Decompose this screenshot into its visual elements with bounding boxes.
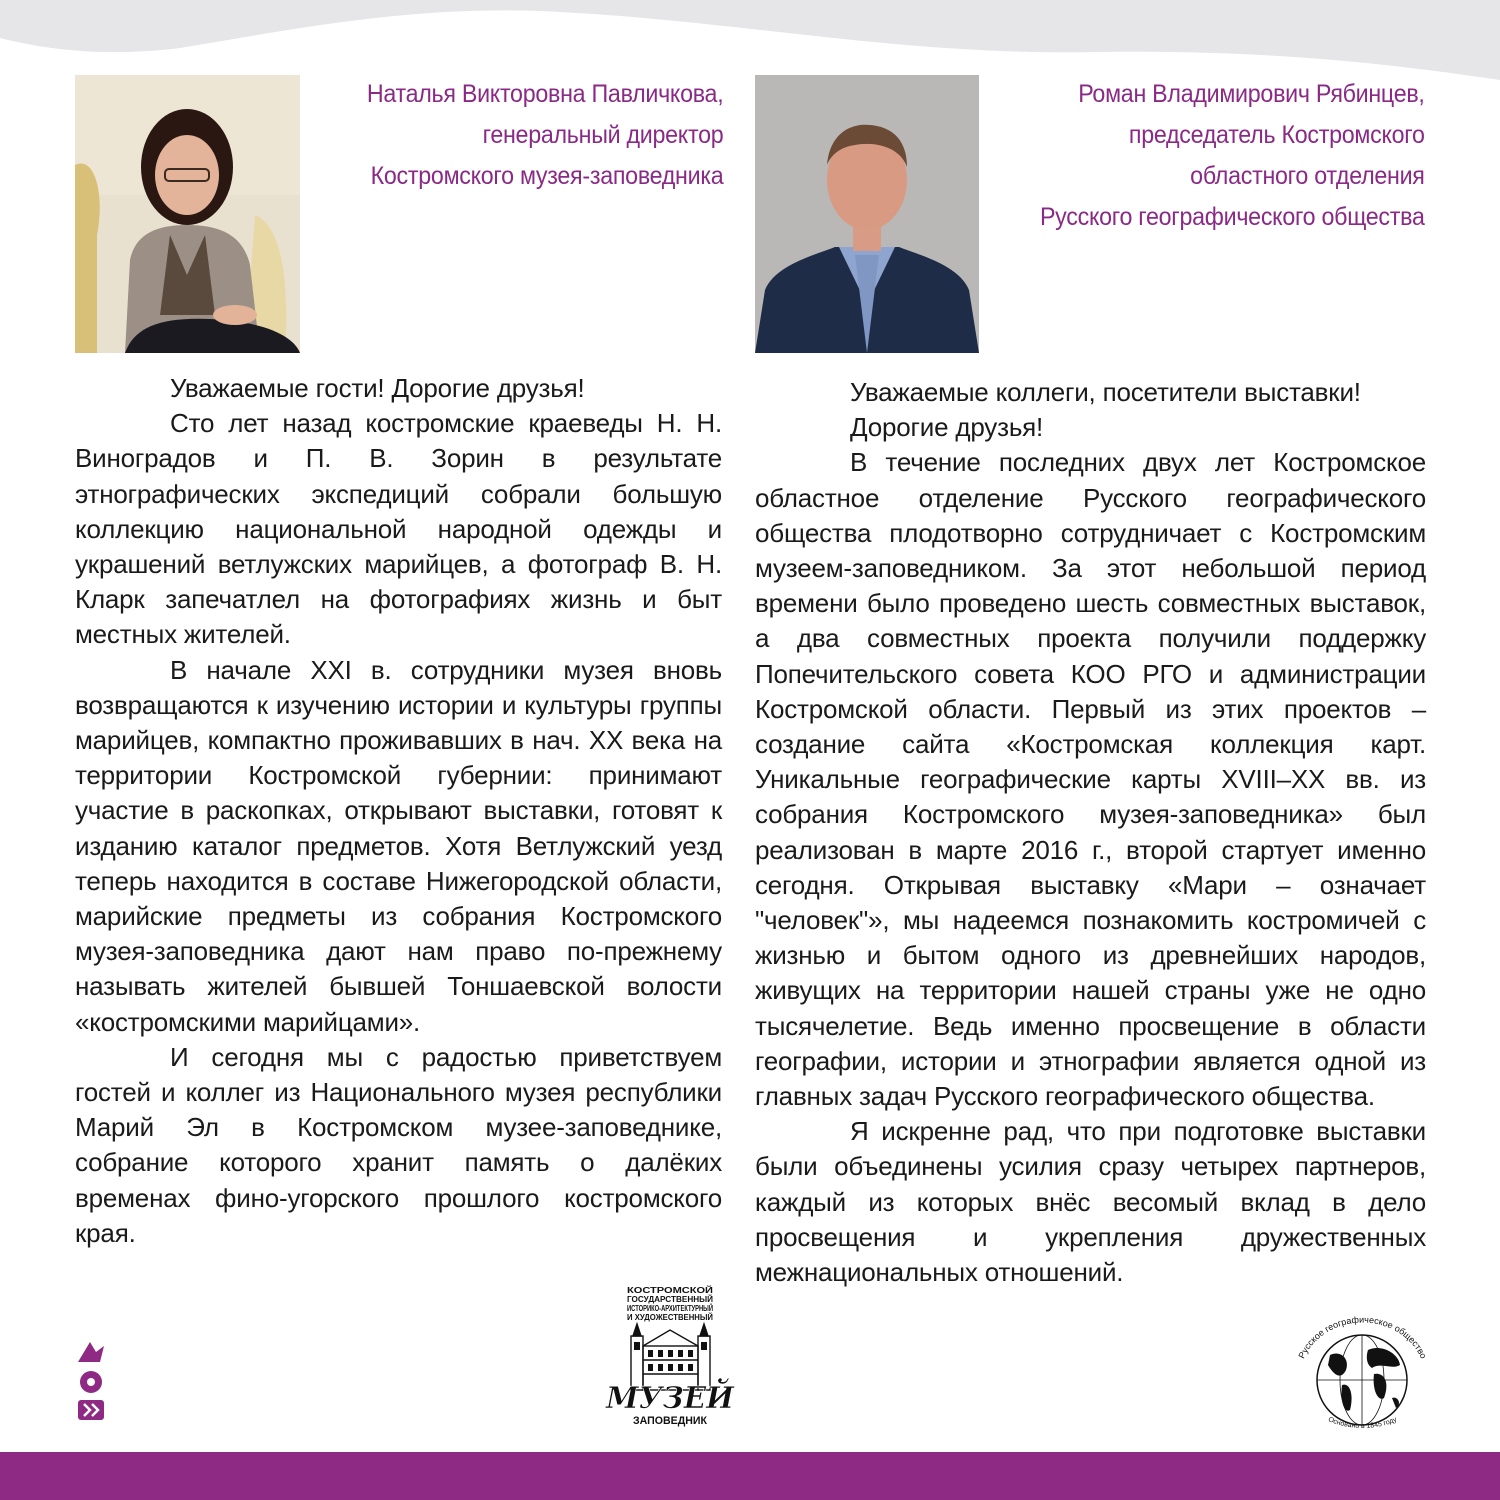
museum-logo-bottom: ЗАПОВЕДНИК (633, 1415, 708, 1427)
left-caption-line: Наталья Викторовна Павличкова, (366, 80, 723, 108)
museum-logo-line: ГОСУДАРСТВЕННЫЙ (627, 1295, 714, 1304)
museum-logo-line: И ХУДОЖЕСТВЕННЫЙ (627, 1313, 714, 1322)
left-paragraph: Сто лет назад костромские краеведы Н. Н. Виноградов и П. В. Зорин в результате этнографических экспедиций собрали большую коллекцию национальной народной одежды и украшений ветлужских марийцев, а фотограф В. Н. Кларк запечатлел на фотографиях жизнь и быт местных жителей. (75, 408, 722, 650)
bottom-band (0, 1452, 1500, 1500)
rgo-ring-bottom: Основано в 1845 году (1327, 1416, 1398, 1430)
rgo-emblem (1280, 1310, 1445, 1435)
right-greeting: Дорогие друзья! (850, 412, 1044, 443)
left-paragraph: И сегодня мы с радостью приветствуем гостей и коллег из Национального музея республики Марий Эл в Костромском музее-заповеднике, собрание которого хранит память о далёких временах фино-угорского прошлого костромского края. (75, 1041, 722, 1248)
right-paragraph: Я искренне рад, что при подготовке выставки были объединены усилия сразу четырех партнеров, каждый из которых внёс весомый вклад в дело просвещения и укрепления дружественных межнациональных отношений. (755, 1116, 1426, 1288)
left-caption (366, 74, 723, 197)
left-text-column (75, 371, 722, 1251)
museum-logo-line: ИСТОРИКО-АРХИТЕКТУРНЫЙ (627, 1304, 714, 1313)
museum-logo-line: КОСТРОМСКОЙ (627, 1286, 714, 1295)
left-caption-line: Костромского музея-заповедника (370, 162, 723, 190)
right-caption-line: председатель Костромского (1129, 121, 1425, 149)
museum-logo (603, 1284, 738, 1429)
left-caption-line: генеральный директор (482, 121, 723, 149)
right-caption-line: областного отделения (1190, 162, 1425, 190)
right-caption-line: Роман Владимирович Рябинцев, (1078, 80, 1425, 108)
right-paragraph: В течение последних двух лет Костромское областное отделение Русского географического общества плодотворно сотрудничает с Костромским музеем-заповедником. За этот небольшой период времени было проведено шесть совместных выставок, а два совместных проекта получили поддержку Попечительского совета КОО РГО и администрации Костромской области. Первый из этих проектов – создание сайта «Костромская коллекция карт. Уникальные географические карты XVIII–XX вв. из собрания Костромского музея-заповедника» был реализован в марте 2016 г., второй стартует именно сегодня. Открывая выставку «Мари – означает "человек"», мы надеемся познакомить костромичей с жизнью и бытом одного из древнейших народов, живущих на территории нашей страны уже не одно тысячелетие. Ведь именно просвещение в области географии, истории и этнографии является одной из главных задач Русского географического общества. (755, 447, 1426, 1112)
museum-logo-script: МУЗЕЙ (606, 1381, 737, 1416)
left-greeting: Уважаемые гости! Дорогие друзья! (170, 373, 585, 403)
left-paragraph: В начале XXI в. сотрудники музея вновь возвращаются к изучению истории и культуры группы марийцев, компактно проживавших в нач. XX века на территории Костромской губернии: принимают участие в раскопках, открывают выставки, готовят к изданию каталог предметов. Хотя Ветлужский уезд теперь находится в составе Нижегородской области, марийские предметы из собрания Костромского музея-заповедника дают нам право по-прежнему называть жителей бывшей Тоншаевской волости «костромскими марийцами». (75, 654, 722, 1037)
right-caption-line: Русского географического общества (1040, 203, 1425, 231)
right-text-column (755, 375, 1426, 1290)
portrait-woman (75, 75, 300, 353)
rgo-ring-top: Русское географическое общество (1296, 1314, 1429, 1361)
svg-text:Русское географическое обществ (1296, 1315, 1428, 1360)
publisher-mark-icon (76, 1338, 106, 1424)
right-caption (1040, 74, 1425, 238)
portrait-man (755, 75, 979, 353)
right-greeting: Уважаемые коллеги, посетители выставки! (850, 377, 1361, 407)
